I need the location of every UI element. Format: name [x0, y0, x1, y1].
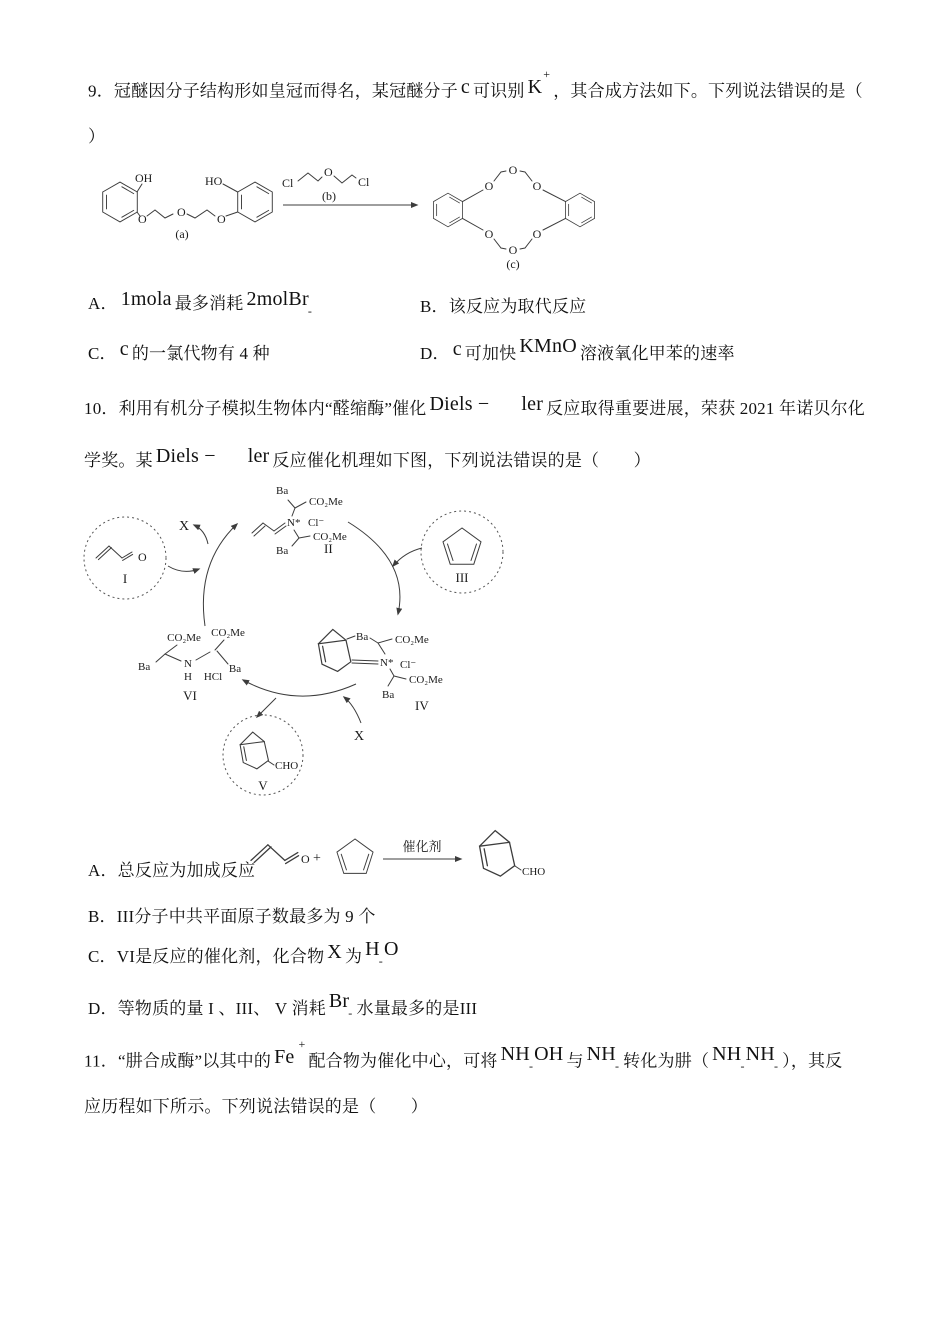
q10-option-c-text2: 为	[344, 947, 363, 966]
q10-overall-reaction-scheme	[243, 823, 553, 885]
svg-text:HO: HO	[205, 174, 223, 188]
q10-option-c	[88, 938, 402, 971]
q9-option-a	[88, 288, 316, 318]
reaction-arrow-with-b	[282, 165, 417, 205]
svg-text:CO₂Me: CO₂Me	[167, 632, 201, 644]
q9-option-c-letter: C．	[88, 344, 117, 363]
species-I-acrolein	[84, 517, 166, 599]
svg-text:V: V	[258, 778, 268, 793]
q10-option-b: B．III分子中共平面原子数最多为 9 个	[88, 907, 376, 926]
norbornene-product	[480, 831, 546, 878]
svg-text:Ba: Ba	[276, 485, 289, 497]
svg-text:(b): (b)	[322, 189, 336, 203]
svg-text:CO₂Me: CO₂Me	[211, 627, 245, 639]
q11-stem-text-1: 11．“肼合成酶”以其中的	[84, 1051, 272, 1071]
q10-option-d-text1: D．等物质的量 I 、III、 V 消耗	[88, 999, 326, 1018]
svg-text:Cl: Cl	[282, 176, 294, 190]
arrow-i-in	[168, 566, 199, 571]
x-label-bottom: X	[353, 729, 365, 744]
svg-text:O: O	[138, 550, 147, 564]
q10-option-c-text1: C．VI是反应的催化剂，化合物	[88, 947, 325, 966]
arrow-to-v	[257, 698, 276, 717]
svg-text:O: O	[484, 227, 494, 241]
svg-text:N*: N*	[380, 657, 394, 669]
q9-option-b: B．该反应为取代反应	[420, 297, 587, 316]
cyclopentadiene-reactant	[337, 839, 373, 873]
svg-text:Ba: Ba	[356, 631, 369, 643]
q9-option-c-formula: c	[119, 338, 129, 360]
svg-text:Ba: Ba	[382, 689, 395, 701]
q9-option-c-text: 的一氯代物有 4 种	[131, 344, 270, 363]
species-III-cyclopentadiene	[421, 511, 503, 593]
q11-formula-hydrazine: $NH_-NH_-$	[712, 1042, 779, 1073]
q10-option-d	[88, 990, 478, 1023]
species-II-iminium	[252, 485, 347, 557]
q10-catalytic-cycle	[80, 478, 560, 823]
q11-formula-fe: Fe+	[274, 1037, 306, 1068]
svg-text:O: O	[177, 205, 186, 219]
q9-option-d-formula2: KMnO	[519, 335, 577, 357]
svg-text:Cl⁻: Cl⁻	[308, 517, 325, 529]
q11-stem-text-2: 配合物为催化中心，可将	[308, 1051, 498, 1071]
q11-stem-text-4: 转化为肼（	[623, 1051, 710, 1071]
acrolein-reactant	[251, 845, 321, 866]
svg-text:I: I	[122, 571, 128, 586]
q11-formula-nh2oh: $NH_-OH$	[500, 1042, 564, 1073]
q10-stem2-text-2: 反应催化机理如下图，下列说法错误的是（ ）	[272, 451, 651, 470]
arrow-x-bottom	[344, 697, 361, 723]
arrow-x-out-top	[194, 525, 208, 544]
q11-formula-nh3: $NH_-$	[586, 1042, 620, 1073]
svg-text:III: III	[455, 570, 469, 585]
arrow-ii-to-iv	[348, 522, 400, 614]
q9-option-d-text2: 溶液氧化甲苯的速率	[579, 344, 735, 363]
x-label-top: X	[178, 519, 190, 534]
q9-reaction-scheme	[85, 150, 595, 285]
structure-c-crown-ether	[433, 163, 594, 271]
svg-text:N*: N*	[287, 517, 301, 529]
q9-option-a-letter: A．	[88, 294, 118, 313]
q10-option-c-formula-x: X	[327, 941, 342, 963]
q11-stem-text-5: ），其反	[782, 1051, 843, 1071]
structure-a-diol	[103, 171, 273, 241]
q9-option-d-text1: 可加快	[464, 344, 517, 363]
svg-text:Cl: Cl	[358, 175, 370, 189]
svg-text:IV: IV	[415, 698, 429, 713]
q9-option-a-formula2: 2molBr$_-$	[246, 288, 313, 318]
q11-stem-line1	[84, 1037, 843, 1076]
q10-formula-diels: Diels −	[429, 393, 490, 415]
q10-option-d-text2: 水量最多的是III	[356, 999, 478, 1018]
q10-stem-line1	[84, 393, 866, 421]
q9-stem-line2: ）	[88, 127, 106, 146]
svg-text:CO₂Me: CO₂Me	[313, 531, 347, 543]
catalyst-arrow	[383, 839, 461, 859]
q10-option-a: A．总反应为加成反应	[88, 861, 256, 880]
svg-text:O: O	[484, 179, 494, 193]
species-V-norbornene-carbaldehyde	[223, 715, 303, 795]
svg-text:O: O	[138, 212, 147, 226]
svg-text:II: II	[324, 541, 333, 556]
svg-text:O: O	[532, 227, 542, 241]
q9-option-d-letter: D．	[420, 344, 450, 363]
svg-text:N: N	[184, 658, 192, 670]
q10-formula-ler2: ler	[247, 445, 270, 467]
svg-text:VI: VI	[183, 688, 197, 703]
q9-option-d-formula1: c	[452, 338, 462, 360]
q9-formula-k: K+	[527, 67, 551, 98]
q10-formula-ler: ler	[521, 393, 544, 415]
q9-option-a-text: 最多消耗	[174, 294, 244, 313]
svg-text:CHO: CHO	[522, 866, 546, 878]
q9-stem-line1	[88, 67, 863, 104]
q9-stem-text-3: ，其合成方法如下。下列说法错误的是（	[553, 81, 863, 101]
svg-text:H: H	[184, 671, 192, 683]
svg-text:+: +	[313, 851, 321, 866]
svg-text:O: O	[532, 179, 542, 193]
q10-option-d-formula-br: $Br_-$	[328, 990, 353, 1020]
svg-text:Ba: Ba	[138, 661, 151, 673]
q10-formula-diels2: Diels −	[155, 445, 216, 467]
svg-text:O: O	[508, 163, 518, 177]
q10-stem-line2	[84, 445, 651, 473]
q10-stem2-text-1: 学奖。某	[84, 451, 153, 470]
svg-text:Ba: Ba	[276, 545, 289, 557]
q10-stem-text-2: 反应取得重要进展，荣获 2021 年诺贝尔化	[546, 399, 866, 418]
q9-option-c	[88, 338, 270, 366]
svg-text:O: O	[324, 165, 333, 179]
svg-text:O: O	[508, 243, 518, 257]
svg-text:CO₂Me: CO₂Me	[395, 634, 429, 646]
svg-text:(c): (c)	[506, 257, 520, 271]
q10-stem-text-1: 10．利用有机分子模拟生物体内“醛缩酶”催化	[84, 399, 427, 418]
svg-text:(a): (a)	[175, 227, 189, 241]
arrow-iii-in	[393, 548, 422, 566]
q9-stem-text-1: 9．冠醚因分子结构形如皇冠而得名，某冠醚分子	[88, 81, 458, 101]
q9-option-a-formula1: 1mola	[120, 288, 172, 310]
svg-text:Ba: Ba	[228, 663, 242, 675]
svg-text:OH: OH	[135, 171, 153, 185]
svg-text:HCl: HCl	[203, 671, 223, 683]
svg-text:Cl⁻: Cl⁻	[400, 659, 417, 671]
species-VI-amine-catalyst	[138, 627, 245, 703]
svg-text:CO₂Me: CO₂Me	[309, 496, 343, 508]
arrow-vi-to-ii	[203, 524, 237, 626]
svg-text:催化剂: 催化剂	[402, 839, 442, 854]
q9-option-d	[420, 335, 735, 366]
arrow-iv-to-vi	[243, 680, 356, 696]
svg-text:CO₂Me: CO₂Me	[409, 674, 443, 686]
q9-stem-text-2: 可识别	[472, 81, 525, 101]
svg-text:O: O	[301, 852, 310, 866]
q11-stem-text-3: 与	[566, 1051, 584, 1071]
q10-option-c-formula-h2o: $H_-O$	[365, 938, 399, 968]
species-IV-cycloadduct-iminium	[318, 629, 442, 713]
svg-text:CHO: CHO	[275, 760, 299, 772]
q9-formula-c: c	[460, 75, 470, 98]
q11-stem-line2: 应历程如下所示。下列说法错误的是（ ）	[84, 1097, 428, 1116]
svg-text:O: O	[217, 212, 226, 226]
